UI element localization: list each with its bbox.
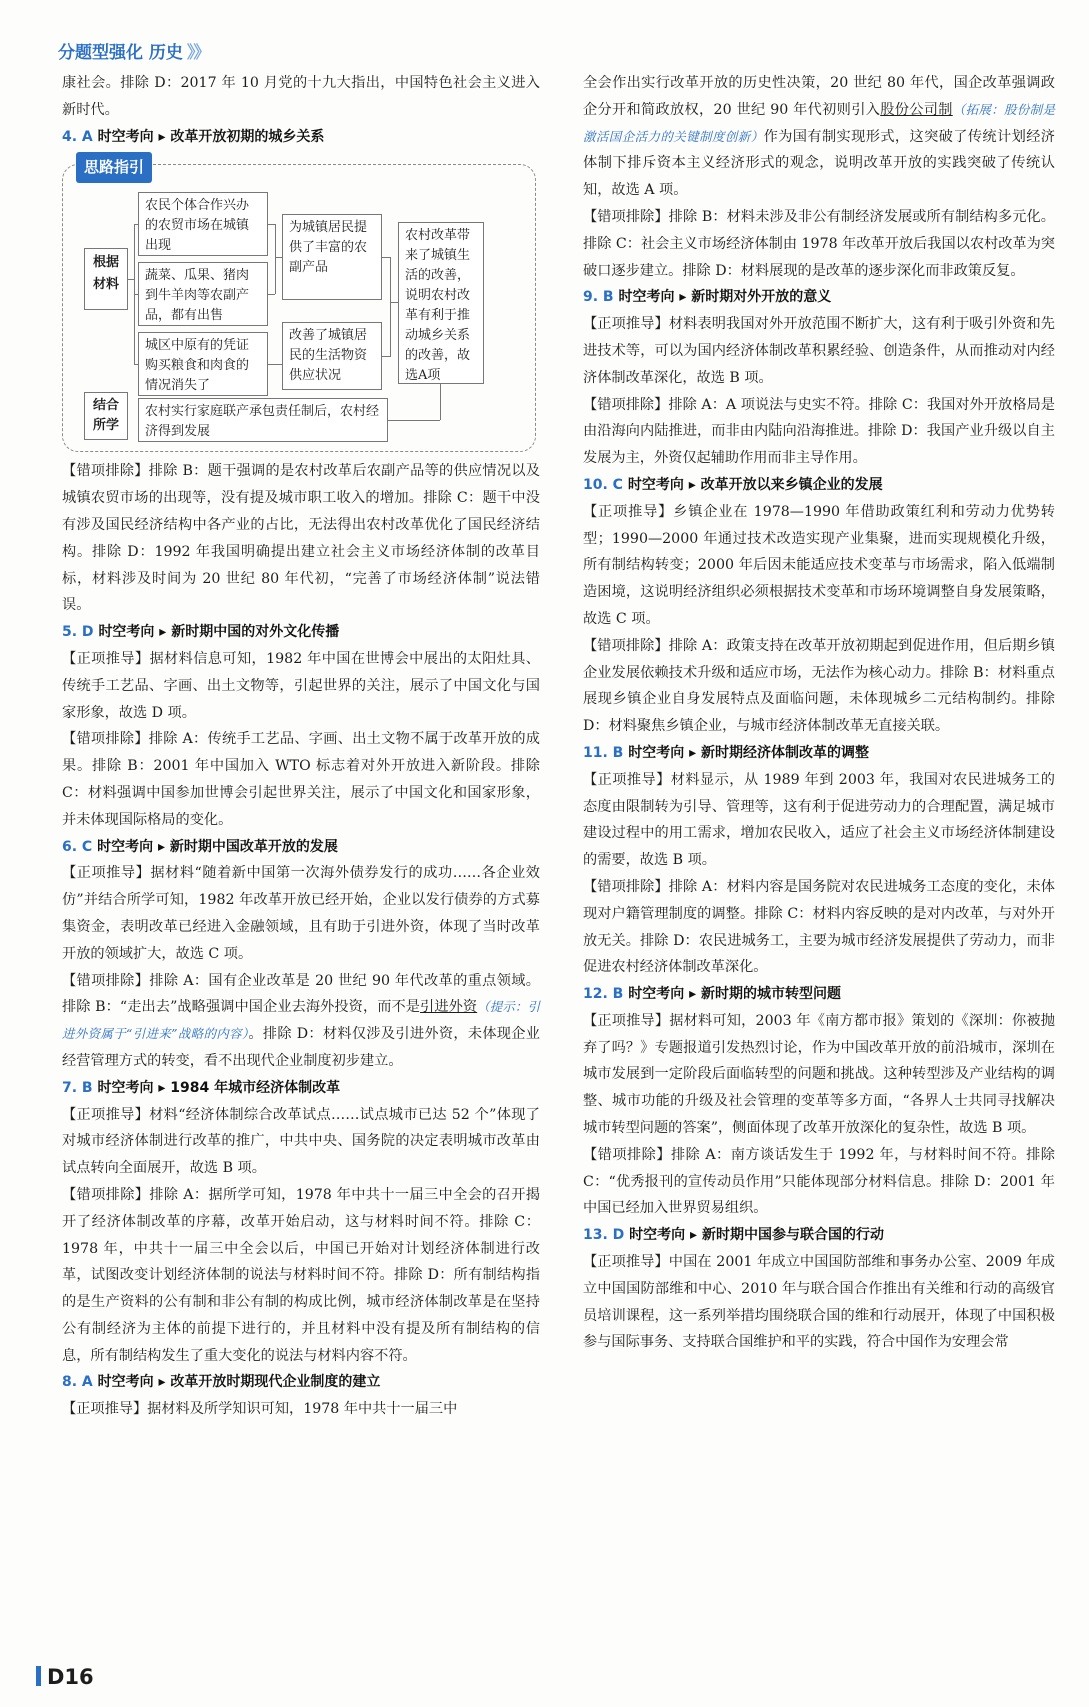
question-4-heading — [62, 124, 540, 151]
connector — [388, 420, 440, 421]
material-box-2: 蔬菜、瓜果、猪肉到牛羊肉等农副产品，都有出售 — [138, 262, 268, 326]
question-7-title: 时空考向 ▸ 1984 年城市经济体制改革 — [97, 1079, 341, 1096]
question-13-title: 时空考向 ▸ 新时期中国参与联合国的行动 — [629, 1227, 884, 1244]
header-arrows-icon: 》》 — [186, 43, 209, 63]
question-5-title: 时空考向 ▸ 新时期中国的对外文化传播 — [98, 624, 340, 641]
material-box-3: 城区中原有的凭证购买粮食和肉食的情况消失了 — [138, 332, 268, 396]
question-6-error — [62, 968, 540, 1075]
question-9-title: 时空考向 ▸ 新时期对外开放的意义 — [618, 289, 832, 306]
question-6-number: 6. C — [62, 838, 93, 855]
question-8-cont-part-a: 全会作出实行改革开放的历史性决策，20 世纪 80 年代，国企改革强调政企分开和简政放权，20 世纪 90 年代初则引入 — [583, 75, 1055, 118]
connector — [382, 356, 390, 357]
connector — [134, 294, 138, 295]
page-header — [58, 38, 208, 63]
question-8-heading — [62, 1369, 540, 1396]
question-6-underlined: 引进外资 — [420, 999, 478, 1016]
question-5-heading — [62, 619, 540, 646]
question-10-error: 【错项排除】排除 A：政策支持在改革开放初期起到促进作用，但后期乡镇企业发展依赖技术升级和适应市场，无法作为核心动力。排除 B：材料重点展现乡镇企业自身发展特点及面临问题，未体现城乡二元结构制约。排除 D：材料聚焦乡镇企业，与城市经济体制改革无直接关联。 — [583, 637, 1055, 735]
knowledge-box: 农村实行家庭联产承包责任制后，农村经济得到发展 — [138, 398, 388, 442]
question-11-error: 【错项排除】排除 A：材料内容是国务院对农民进城务工态度的变化，未体现对户籍管理制度的调整。排除 C：材料内容反映的是对内改革，与对外开放无关。排除 D：农民进城务工，主要为城市经济发展提供了劳动力，而非促进农村经济体制改革深化。 — [583, 878, 1055, 976]
question-12-title: 时空考向 ▸ 新时期的城市转型问题 — [628, 986, 842, 1003]
connector — [390, 302, 398, 303]
question-10-heading — [583, 472, 1055, 499]
connector — [275, 224, 276, 294]
connector — [390, 257, 391, 357]
question-10-title: 时空考向 ▸ 改革开放以来乡镇企业的发展 — [627, 476, 883, 493]
question-6-error-part-a: 【错项排除】排除 A：国有企业改革是 20 世纪 90 年代改革的重点领域。排除 B：“走出去”战略强调中国企业去海外投资，而不是 — [62, 972, 540, 1016]
question-5-error: 【错项排除】排除 A：传统手工艺品、字画、出土文物不属于改革开放的成果。排除 B：2001 年中国加入 WTO 标志着对外开放进入新阶段。排除 C：材料强调中国参加世博会引起世界关注，展示了中国文化和国家形象，并未体现国际格局的变化。 — [62, 731, 540, 828]
thinking-guide-diagram — [62, 152, 540, 452]
question-6-correct: 【正项推导】据材料“随着新中国第一次海外债券发行的成功……各企业效仿”并结合所学可知，1982 年改革开放已经开始，企业以发行债券的方式募集资金，表明改革已经进入金融领域，且有助于引进外资，体现了当时改革开放的领域扩大，故选 C 项。 — [62, 865, 540, 962]
question-9-error: 【错项排除】排除 A：A 项说法与史实不符。排除 C：我国对外开放格局是由沿海向内陆推进，而非由内陆向沿海推进。排除 D：我国产业升级以自主发展为主，外资仅起辅助作用而非主导作用。 — [583, 396, 1055, 467]
question-8-number: 8. A — [62, 1374, 93, 1391]
question-7-heading — [62, 1075, 540, 1102]
question-11-number: 11. B — [583, 744, 624, 761]
connector — [268, 364, 282, 365]
question-8-note: （拓展：股份制是激活国企活力的关键制度创新） — [583, 101, 1055, 144]
connector — [382, 257, 390, 258]
question-9-number: 9. B — [583, 289, 614, 306]
connector — [275, 257, 282, 258]
question-11-correct: 【正项推导】材料显示，从 1989 年到 2003 年，我国对农民进城务工的态度由限制转为引导、管理等，这有利于促进劳动力的合理配置，满足城市建设过程中的用工需求，增加农民收入，适应了社会主义市场经济体制建设的需要，故选 B 项。 — [583, 771, 1055, 869]
question-8-cont-part-b: 作为国有制实现形式，这突破了传统计划经济体制下排斥资本主义经济形式的观念，说明改革开放的实践突破了传统认知，故选 A 项。 — [583, 128, 1055, 199]
question-8-title: 时空考向 ▸ 改革开放时期现代企业制度的建立 — [97, 1374, 381, 1391]
question-7-number: 7. B — [62, 1079, 93, 1096]
question-8-error: 【错项排除】排除 B：材料未涉及非公有制经济发展或所有制结构多元化。排除 C：社会主义市场经济体制由 1978 年改革开放后我国以农村改革为突破口逐步建立。排除 D：材料展现的是改革的逐步深化而非政策反复。 — [583, 208, 1055, 279]
question-6-title: 时空考向 ▸ 新时期中国改革开放的发展 — [97, 838, 338, 855]
question-13-heading — [583, 1222, 1055, 1249]
question-6-note: （提示：引进外资属于“引进来”战略的内容） — [62, 999, 540, 1042]
question-12-number: 12. B — [583, 986, 624, 1003]
question-8-correct: 【正项推导】据材料及所学知识可知，1978 年中共十一届三中 — [62, 1401, 458, 1418]
footer-accent-bar — [36, 1666, 41, 1686]
question-6-heading — [62, 834, 540, 861]
question-11-heading — [583, 740, 1055, 767]
question-8-underlined: 股份公司制 — [880, 101, 953, 118]
header-title: 分题型强化 历史 — [58, 43, 183, 63]
connector — [268, 294, 275, 295]
question-4-title: 时空考向 ▸ 改革开放初期的城乡关系 — [97, 128, 325, 145]
question-6-error-part-b: 。排除 D：材料仅涉及引进外资，未体现企业经营管理方式的转变，看不出现代企业制度初步建立。 — [62, 1026, 540, 1069]
question-12-correct: 【正项推导】据材料可知，2003 年《南方都市报》策划的《深圳：你被抛弃了吗？》专题报道引发热烈讨论，作为中国改革开放的前沿城市，深圳在城市发展到一定阶段后面临转型的问题和挑战。这种转型涉及产业结构的调整、城市功能的升级及社会管理的变革等多方面，“各界人士共同寻找解决城市转型问题的答案”，侧面体现了改革开放深化的复杂性，故选 B 项。 — [583, 1012, 1055, 1137]
question-11-title: 时空考向 ▸ 新时期经济体制改革的调整 — [628, 744, 870, 761]
left-column — [62, 70, 540, 1423]
question-13-number: 13. D — [583, 1227, 625, 1244]
result-box-2: 改善了城镇居民的生活物资供应状况 — [282, 322, 382, 390]
question-12-heading — [583, 981, 1055, 1008]
question-4-error: 【错项排除】排除 B：题干强调的是农村改革后农副产品等的供应情况以及城镇农贸市场的出现等，没有提及城市职工收入的增加。排除 C：题干中没有涉及国民经济结构中各产业的占比，无法得出农村改革优化了国民经济结构。排除 D：1992 年我国明确提出建立社会主义市场经济体制的改革目标，材料涉及时间为 20 世纪 80 年代初，“完善了市场经济体制”说法错误。 — [62, 463, 540, 614]
material-label: 根据材料 — [84, 248, 128, 310]
page-footer — [36, 1665, 94, 1689]
connector — [134, 224, 138, 225]
material-box-1: 农民个体合作兴办的农贸市场在城镇出现 — [138, 192, 268, 256]
page-number: D16 — [47, 1665, 94, 1689]
connector — [440, 384, 441, 420]
question-10-correct: 【正项推导】乡镇企业在 1978—1990 年借助政策红利和劳动力优势转型；1990—2000 年通过技术改造实现产业集聚，进而实现规模化升级，所有制结构转变；2000 年后因未能适应技术变革与市场需求，陷入低端制造困境，这说明经济组织必须根据技术变革和市场环境调整自身发展策略，故选 C 项。 — [583, 503, 1055, 627]
question-5-number: 5. D — [62, 624, 94, 641]
question-10-number: 10. C — [583, 476, 623, 493]
diagram-label: 思路指引 — [76, 152, 152, 183]
question-12-error: 【错项排除】排除 A：南方谈话发生于 1992 年，与材料时间不符。排除 C：“优秀报刊的宣传动员作用”只能体现部分材料信息。排除 D：2001 年中国已经加入世界贸易组织。 — [583, 1146, 1055, 1217]
result-box-1: 为城镇居民提供了丰富的农副产品 — [282, 214, 382, 300]
question-7-error: 【错项排除】排除 A：据所学可知，1978 年中共十一届三中全会的召开揭开了经济体制改革的序幕，改革开始启动，这与材料时间不符。排除 C：1978 年，中共十一届三中全会以后，中国已开始对计划经济体制进行改革，试图改变计划经济体制的说法与材料时间不符。排除 D：所有制结构指的是生产资料的公有制和非公有制的构成比例，城市经济体制改革是在坚持公有制经济为主体的前提下进行的，并且材料中没有提及所有制结构的信息，所有制结构发生了重大变化的说法与材料内容不符。 — [62, 1186, 540, 1364]
connector — [134, 364, 138, 365]
knowledge-label: 结合所学 — [84, 392, 128, 440]
question-13-correct: 【正项推导】中国在 2001 年成立中国国防部维和事务办公室、2009 年成立中国国防部维和中心、2010 年与联合国合作推出有关维和行动的高级官员培训课程，这一系列举措均围绕联合国的维和行动展开，体现了中国积极参与国际事务、支持联合国维护和平的实践，符合中国作为安理会常 — [583, 1254, 1055, 1351]
question-7-correct: 【正项推导】材料“经济体制综合改革试点……试点城市已达 52 个”体现了对城市经济体制进行改革的推广，中共中央、国务院的决定表明城市改革由试点转向全面展开，故选 B 项。 — [62, 1106, 540, 1177]
question-4-number: 4. A — [62, 128, 93, 145]
connector — [268, 224, 275, 225]
question-8-continued — [583, 70, 1055, 204]
question-9-correct: 【正项推导】材料表明我国对外开放范围不断扩大，这有利于吸引外资和先进技术等，可以为国内经济体制改革积累经验、创造条件，从而推动对内经济体制改革深化，故选 B 项。 — [583, 316, 1055, 386]
conclusion-box: 农村改革带来了城镇生活的改善，说明农村改革有利于推动城乡关系的改善，故选A项 — [398, 222, 484, 384]
intro-paragraph: 康社会。排除 D：2017 年 10 月党的十九大指出，中国特色社会主义进入新时代。 — [62, 75, 540, 118]
question-5-correct: 【正项推导】据材料信息可知，1982 年中国在世博会中展出的太阳灶具、传统手工艺品、字画、出土文物等，引起世界的关注，展示了中国文化与国家形象，故选 D 项。 — [62, 650, 540, 721]
question-9-heading — [583, 284, 1055, 311]
right-column — [583, 70, 1055, 1356]
